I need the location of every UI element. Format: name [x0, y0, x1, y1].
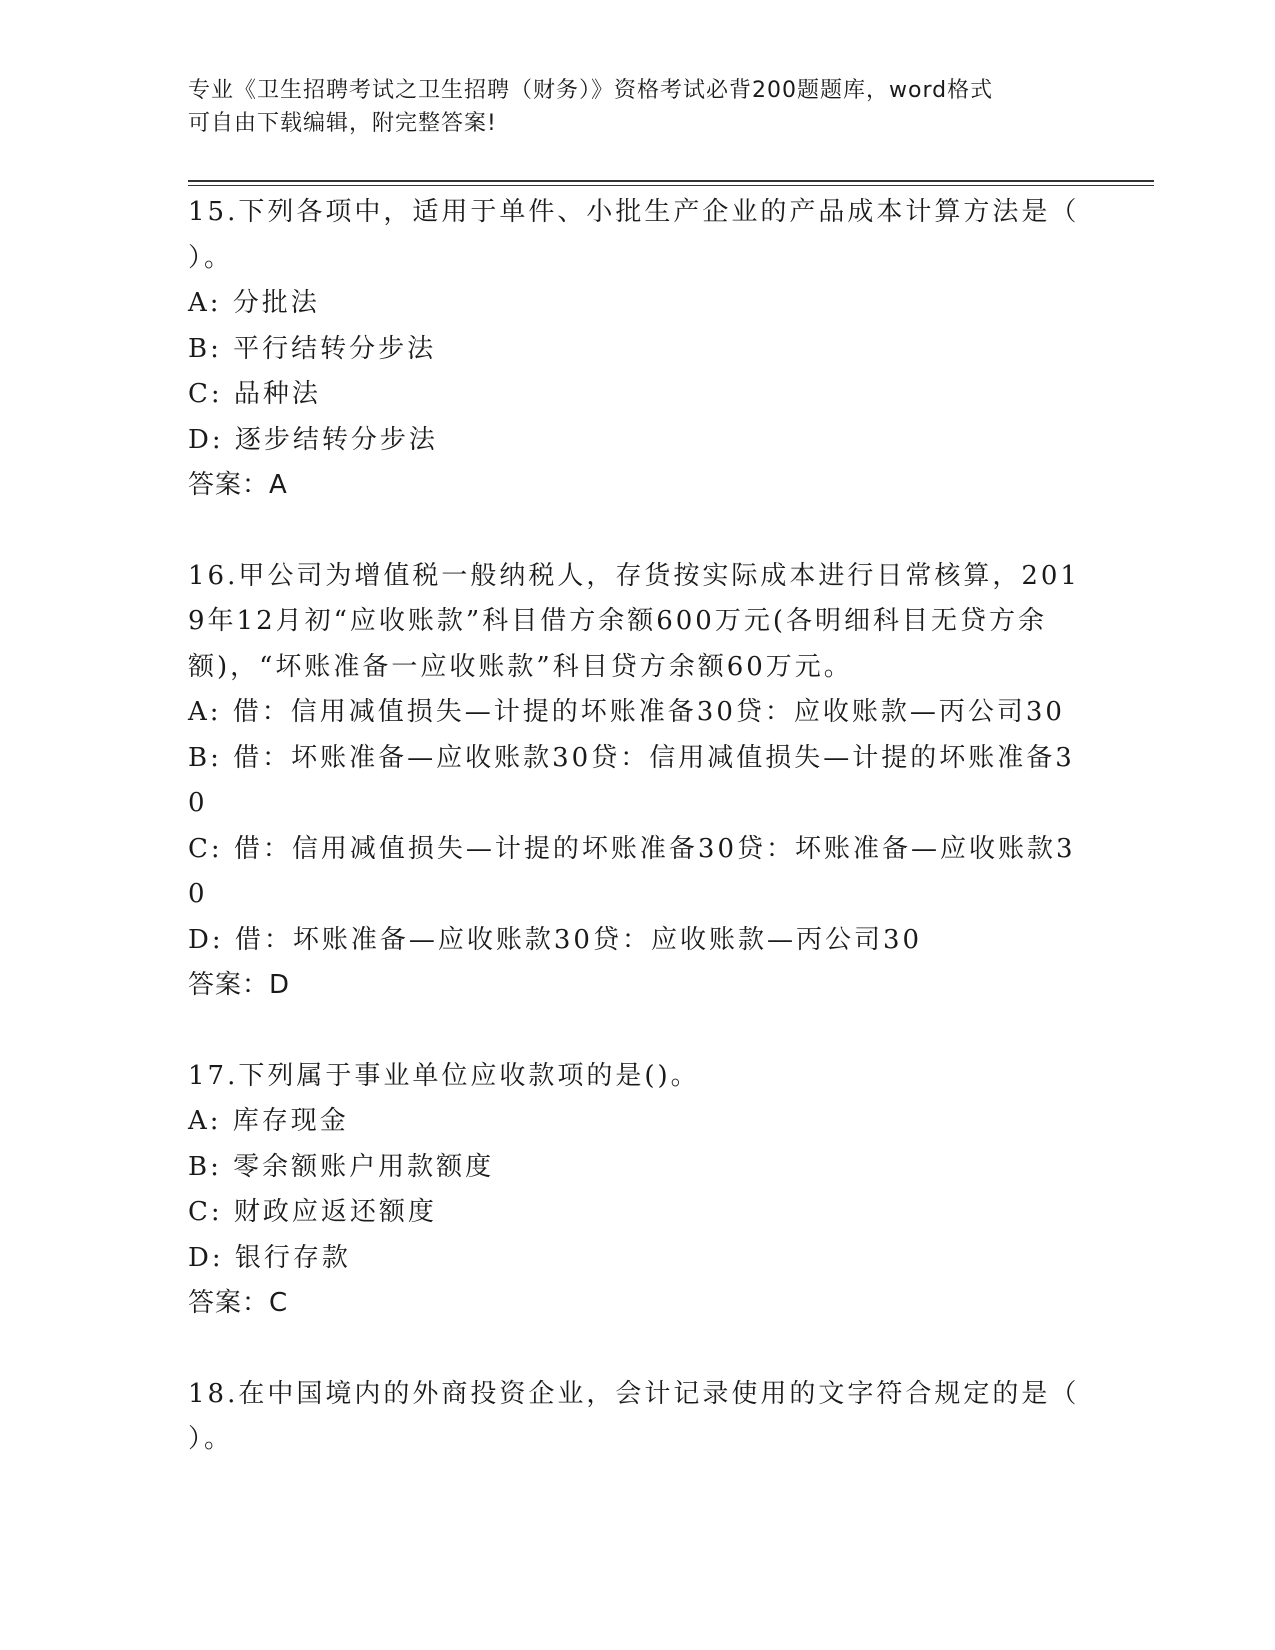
question-text: 18.在中国境内的外商投资企业，会计记录使用的文字符合规定的是（ ）。 [188, 1378, 1080, 1454]
option-c: C: 财政应返还额度 [188, 1197, 437, 1227]
question-16 [188, 554, 1088, 1009]
answer: 答案：C [188, 1288, 289, 1318]
answer: 答案：D [188, 970, 291, 1000]
option-c: C: 借：信用减值损失—计提的坏账准备30贷：坏账准备—应收账款30 [188, 833, 1076, 909]
header-line-1: 专业《卫生招聘考试之卫生招聘（财务）》资格考试必背200题题库，word格式 [188, 78, 994, 103]
option-a: A: 借：信用减值损失—计提的坏账准备30贷：应收账款—丙公司30 [188, 697, 1065, 727]
option-b: B: 平行结转分步法 [188, 333, 437, 364]
header-divider-thick [188, 180, 1154, 182]
question-text: 15.下列各项中，适用于单件、小批生产企业的产品成本计算方法是（ ）。 [188, 197, 1080, 273]
option-d: D: 银行存款 [188, 1242, 351, 1273]
question-17 [188, 1054, 1088, 1327]
option-c: C: 品种法 [188, 379, 321, 409]
option-b: B: 借：坏账准备—应收账款30贷：信用减值损失—计提的坏账准备30 [188, 742, 1075, 818]
question-text: 17.下列属于事业单位应收款项的是()。 [188, 1060, 700, 1091]
question-15 [188, 190, 1088, 509]
header-line-2: 可自由下载编辑，附完整答案! [188, 111, 497, 136]
header-divider-thin [188, 185, 1154, 186]
option-d: D: 借：坏账准备—应收账款30贷：应收账款—丙公司30 [188, 924, 923, 955]
option-a: A: 分批法 [188, 288, 320, 318]
document-header [188, 74, 1088, 140]
option-d: D: 逐步结转分步法 [188, 424, 438, 455]
question-18 [188, 1372, 1088, 1463]
question-list [188, 190, 1088, 1508]
option-a: A: 库存现金 [188, 1106, 349, 1136]
question-text: 16.甲公司为增值税一般纳税人，存货按实际成本进行日常核算，2019年12月初“应收账款”科目借方余额600万元(各明细科目无贷方余额)，“坏账准备一应收账款”科目贷方余额60万元。 [188, 560, 1080, 682]
option-b: B: 零余额账户用款额度 [188, 1151, 495, 1182]
answer: 答案：A [188, 470, 288, 500]
